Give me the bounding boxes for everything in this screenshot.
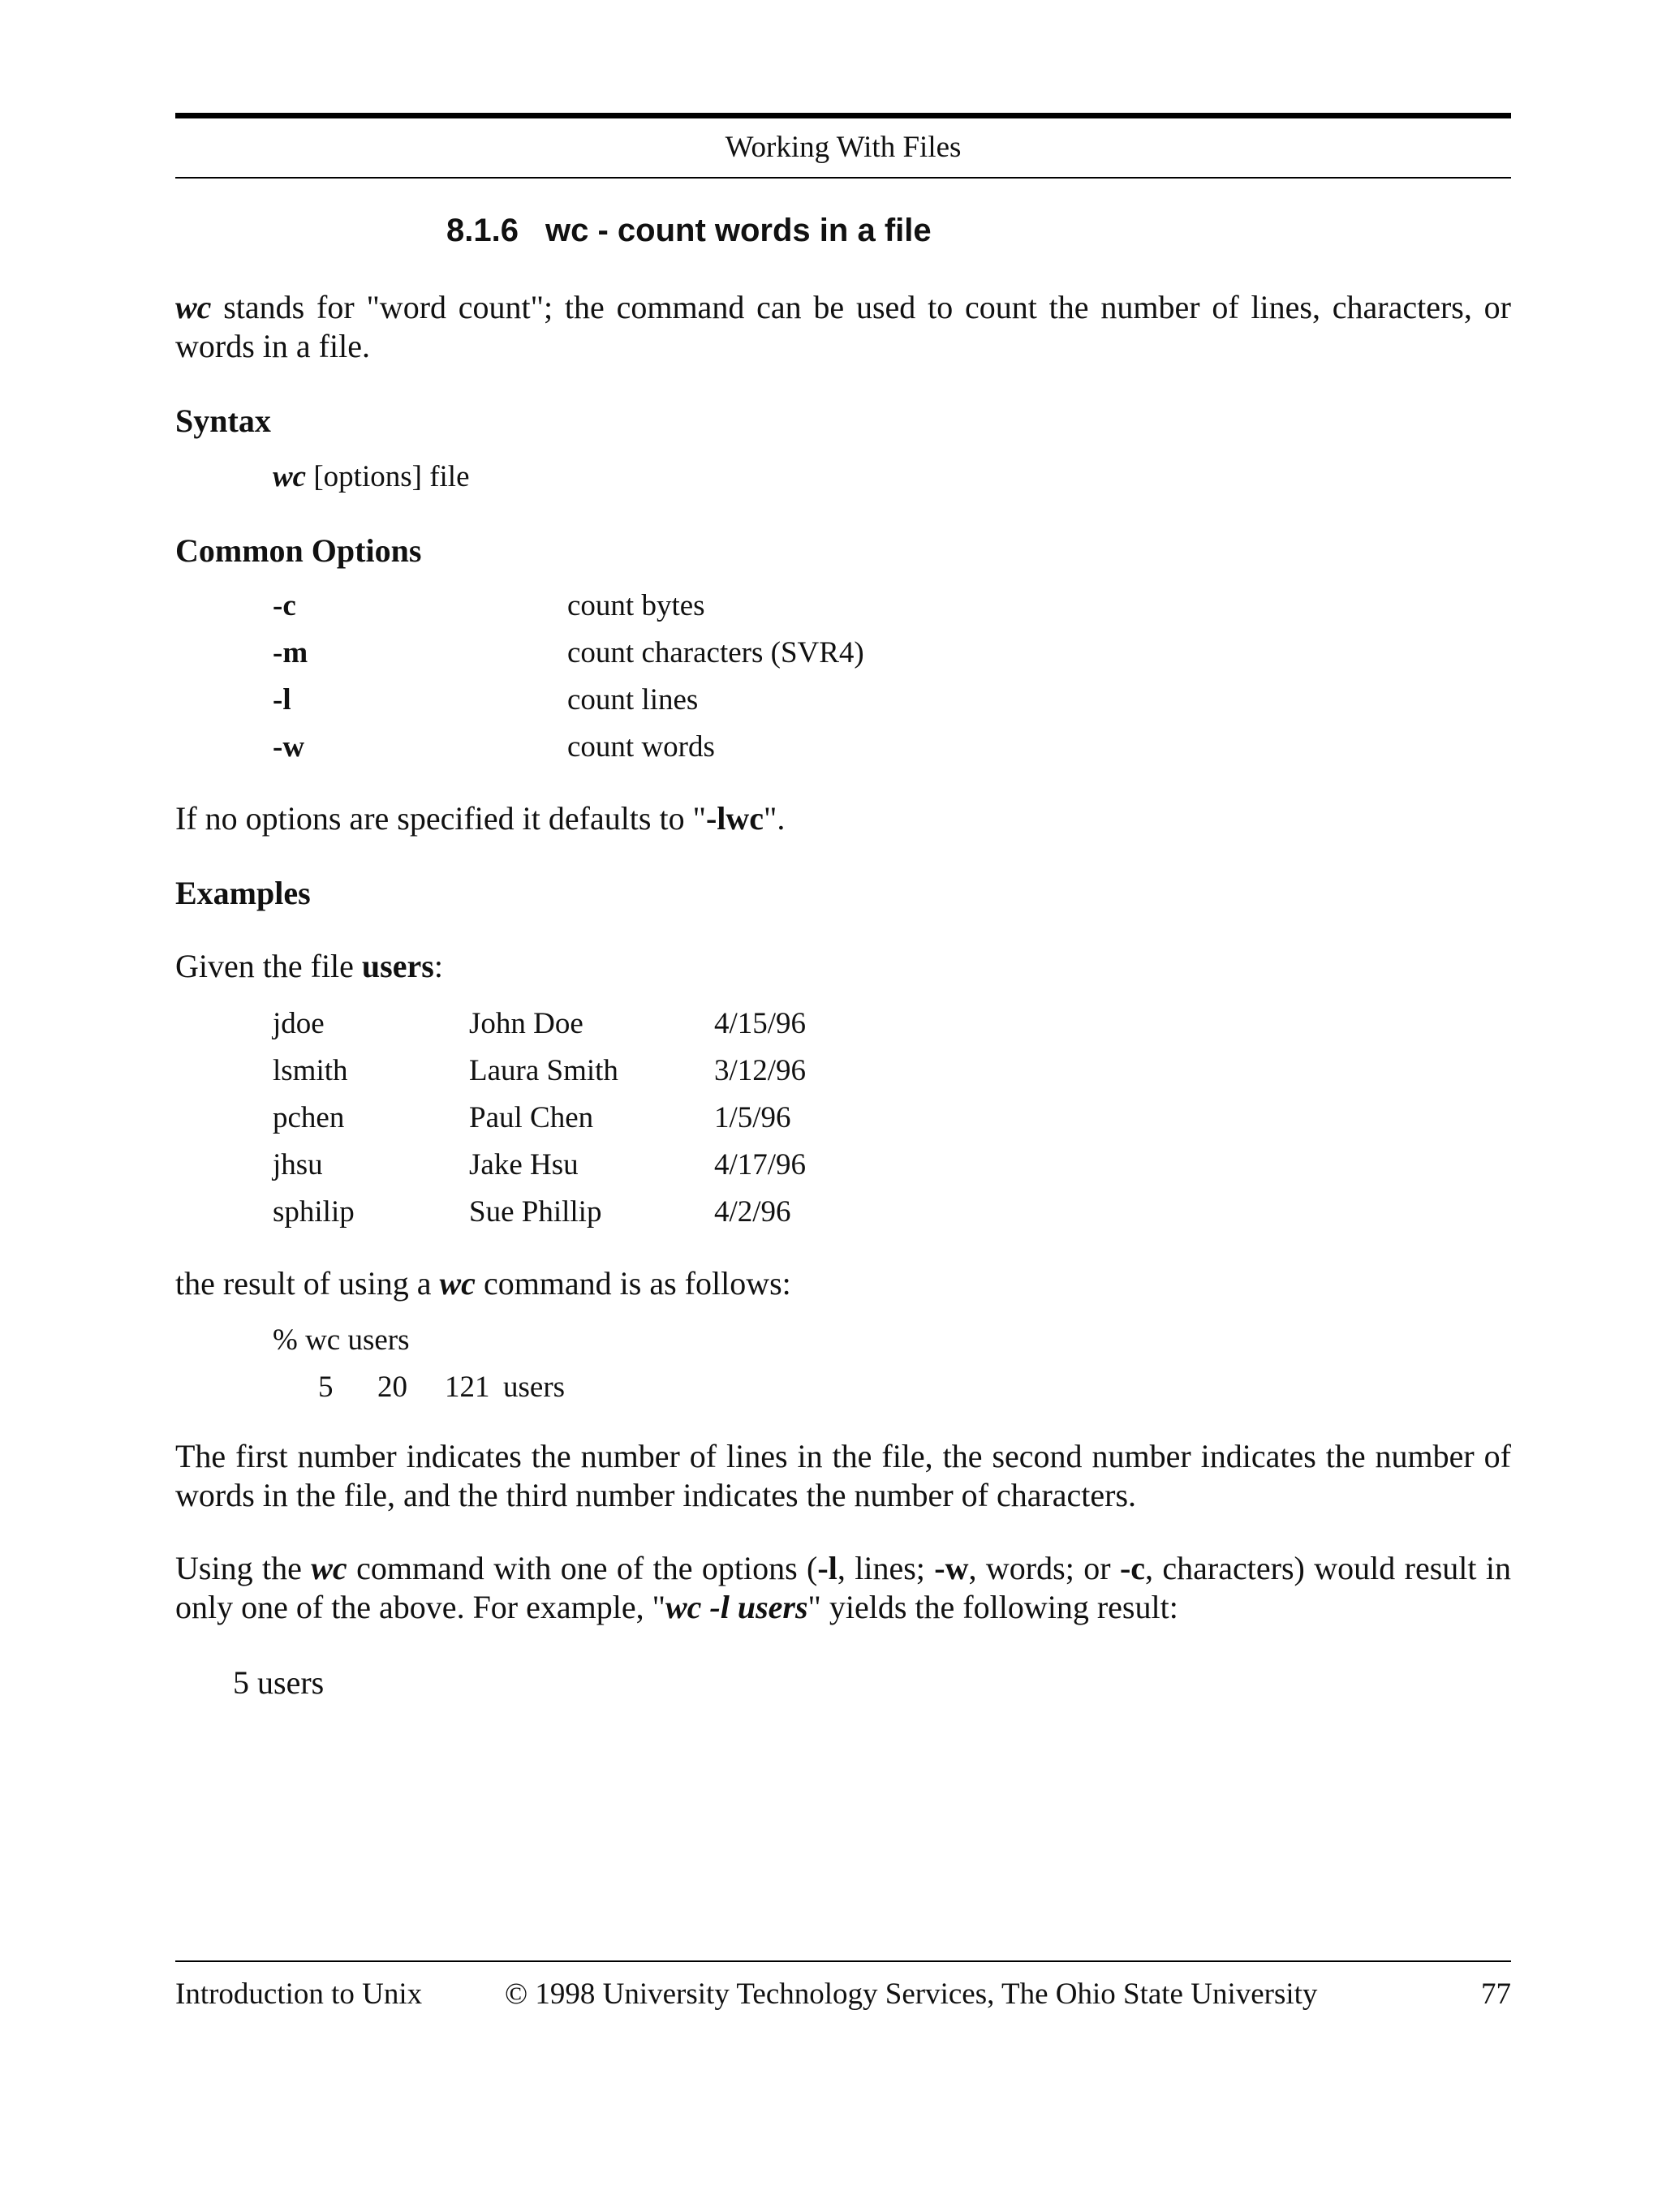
defaults-flag: -lwc (705, 800, 764, 837)
footer-left: Introduction to Unix (175, 1977, 423, 2011)
listing-date: 4/15/96 (714, 1007, 807, 1040)
given-text-post: : (433, 948, 443, 984)
page-number: 77 (1481, 1977, 1511, 2011)
usage-flag: -w (934, 1550, 969, 1586)
section-title: wc - count words in a file (545, 213, 932, 248)
usage-text: Using the (175, 1550, 312, 1586)
syntax-args: [options] file (306, 460, 470, 493)
explanation-paragraph: The first number indicates the number of lines in the file, the second number indicates the number of words in the file, and the third number indicates the number of characters. (175, 1438, 1511, 1513)
examples-heading: Examples (175, 875, 311, 911)
option-flag: -l (273, 683, 291, 717)
listing-user: lsmith (273, 1054, 348, 1087)
usage-example-command: wc -l users (665, 1589, 808, 1625)
syntax-command: wc (273, 460, 307, 493)
section-heading (446, 213, 932, 249)
command-line: % wc users (273, 1323, 410, 1357)
result-text-post: command is as follows: (475, 1265, 791, 1302)
usage-text: , words; or (968, 1550, 1120, 1586)
usage-text: , characters) would result in only one of the above. For example, " (175, 1550, 1512, 1625)
running-header: Working With Files (725, 131, 962, 164)
header-rule-thick (175, 113, 1511, 118)
given-file-sentence (175, 947, 443, 985)
option-description: count words (567, 730, 715, 764)
usage-text: " yields the following result: (807, 1589, 1178, 1625)
defaults-text-post: ". (764, 800, 786, 837)
result-command: wc (439, 1265, 476, 1302)
listing-name: John Doe (469, 1007, 583, 1040)
intro-paragraph (175, 288, 1511, 366)
common-options-heading: Common Options (175, 532, 422, 569)
header-rule-thin (175, 177, 1511, 179)
listing-user: sphilip (273, 1195, 355, 1229)
intro-command: wc (175, 289, 212, 325)
listing-date: 1/5/96 (714, 1101, 791, 1134)
option-description: count characters (SVR4) (567, 636, 864, 669)
result-sentence (175, 1264, 791, 1302)
single-result-output: 5 users (233, 1664, 325, 1701)
listing-name: Laura Smith (469, 1054, 618, 1087)
listing-name: Paul Chen (469, 1101, 594, 1134)
listing-user: pchen (273, 1101, 345, 1134)
syntax-line (273, 459, 470, 494)
option-description: count lines (567, 683, 699, 717)
footer-rule (175, 1960, 1511, 1962)
output-file: users (503, 1371, 566, 1404)
usage-text: command with one of the options ( (347, 1550, 818, 1586)
intro-text: stands for "word count"; the command can be used to count the number of lines, characters, or words in a file. (175, 289, 1511, 364)
options-usage-paragraph (175, 1549, 1511, 1627)
footer-copyright: © 1998 University Technology Services, The Ohio State University (505, 1977, 1318, 2011)
listing-user: jhsu (273, 1148, 323, 1181)
given-file-name: users (361, 948, 434, 984)
output-words: 20 (377, 1371, 407, 1404)
listing-name: Sue Phillip (469, 1195, 602, 1229)
usage-flag: -c (1119, 1550, 1146, 1586)
option-description: count bytes (567, 589, 705, 622)
output-lines: 5 (318, 1371, 334, 1404)
section-number: 8.1.6 (446, 213, 519, 248)
option-flag: -c (273, 589, 296, 622)
defaults-text-pre: If no options are specified it defaults to " (175, 800, 706, 837)
result-text-pre: the result of using a (175, 1265, 440, 1302)
defaults-sentence (175, 799, 785, 837)
listing-name: Jake Hsu (469, 1148, 579, 1181)
option-flag: -w (273, 730, 305, 764)
syntax-heading: Syntax (175, 402, 271, 439)
listing-date: 3/12/96 (714, 1054, 807, 1087)
given-text-pre: Given the file (175, 948, 362, 984)
listing-date: 4/17/96 (714, 1148, 807, 1181)
usage-text: , lines; (837, 1550, 935, 1586)
listing-user: jdoe (273, 1007, 325, 1040)
option-flag: -m (273, 636, 308, 669)
output-chars: 121 (445, 1371, 490, 1404)
listing-date: 4/2/96 (714, 1195, 791, 1229)
usage-flag: -l (817, 1550, 837, 1586)
usage-command: wc (311, 1550, 347, 1586)
